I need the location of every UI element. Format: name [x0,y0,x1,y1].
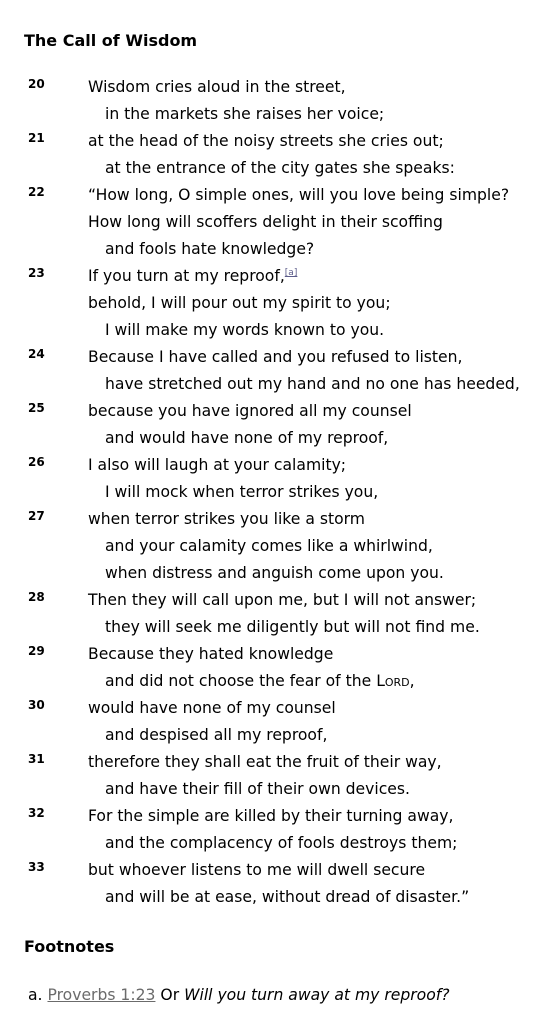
verse-line-text: would have none of my counsel [88,699,336,717]
verse-number: 25 [28,401,45,415]
verse-line [0,641,542,668]
verse-line-text: Because they hated knowledge [88,645,334,663]
verse-line [0,155,542,182]
verse-line-text: How long will scoffers delight in their scoffing [88,213,443,231]
verse-line-text: and your calamity comes like a whirlwind, [105,537,433,555]
verse-number: 33 [28,860,45,874]
verse-number: 26 [28,455,45,469]
verse-line-text: and did not choose the fear of the [105,672,377,690]
verse-line [0,209,542,236]
verse-line [0,749,542,776]
verse-line [0,722,542,749]
verse-number: 22 [28,185,45,199]
verse-line-text: and fools hate knowledge? [105,240,315,258]
verse-line [0,452,542,479]
verse-line-text: Then they will call upon me, but I will not answer; [88,591,477,609]
verse-number: 24 [28,347,45,361]
verse-line-text: when terror strikes you like a storm [88,510,365,528]
verse-line [0,371,542,398]
verse-21 [0,128,542,182]
verse-line [0,506,542,533]
verse-number: 32 [28,806,45,820]
verse-line [0,668,542,695]
verse-line [0,884,542,911]
verse-line [0,344,542,371]
verse-line-text: when distress and anguish come upon you. [105,564,444,582]
verse-line-text: If you turn at my reproof, [88,267,285,285]
verse-line-text: and have their fill of their own devices. [105,780,410,798]
verse-number: 30 [28,698,45,712]
verse-line [0,857,542,884]
verse-line-text: I also will laugh at your calamity; [88,456,347,474]
verse-line-text: at the head of the noisy streets she cries out; [88,132,444,150]
verse-line-text: Because I have called and you refused to listen, [88,348,463,366]
section-heading: The Call of Wisdom [24,31,198,50]
verse-list [0,74,542,911]
footnote-marker: a. [28,986,43,1004]
verse-line [0,425,542,452]
verse-line [0,290,542,317]
verse-line-text: Wisdom cries aloud in the street, [88,78,346,96]
verse-line [0,74,542,101]
divine-name: Lord [376,672,410,690]
verse-32 [0,803,542,857]
verse-number: 23 [28,266,45,280]
verse-line [0,695,542,722]
verse-line-text: behold, I will pour out my spirit to you; [88,294,391,312]
verse-number: 31 [28,752,45,766]
verse-line-text: but whoever listens to me will dwell secure [88,861,426,879]
verse-26 [0,452,542,506]
verse-line [0,263,542,290]
verse-line-text: “How long, O simple ones, will you love being simple? [88,186,510,204]
verse-31 [0,749,542,803]
verse-24 [0,344,542,398]
verse-33 [0,857,542,911]
verse-line-text: therefore they shall eat the fruit of their way, [88,753,442,771]
verse-line [0,398,542,425]
verse-line [0,101,542,128]
verse-line-text: I will make my words known to you. [105,321,385,339]
verse-line [0,776,542,803]
verse-number: 28 [28,590,45,604]
verse-line [0,560,542,587]
verse-line [0,533,542,560]
footnote-ref-link[interactable]: [a] [284,267,298,278]
verse-line [0,182,542,209]
footnote-item [28,983,450,1007]
verse-28 [0,587,542,641]
footnote-alternate-reading: Will you turn away at my reproof? [184,986,450,1004]
verse-number: 29 [28,644,45,658]
verse-line [0,479,542,506]
verse-line [0,830,542,857]
verse-29 [0,641,542,695]
footnote-text: Or [160,986,180,1004]
verse-line [0,803,542,830]
verse-line-text: I will mock when terror strikes you, [105,483,379,501]
verse-line-text: and the complacency of fools destroys them; [105,834,458,852]
verse-line-text: in the markets she raises her voice; [105,105,385,123]
verse-line [0,128,542,155]
verse-line [0,587,542,614]
verse-line-text: have stretched out my hand and no one has heeded, [105,375,520,393]
verse-27 [0,506,542,587]
footnotes-heading: Footnotes [24,937,115,956]
verse-30 [0,695,542,749]
verse-line [0,614,542,641]
verse-line-text: For the simple are killed by their turning away, [88,807,454,825]
verse-line [0,317,542,344]
verse-23 [0,263,542,344]
footnote-reference-link[interactable]: Proverbs 1:23 [47,986,156,1004]
verse-22 [0,182,542,263]
verse-line-text: and despised all my reproof, [105,726,328,744]
verse-line-text: because you have ignored all my counsel [88,402,412,420]
verse-25 [0,398,542,452]
verse-20 [0,74,542,128]
verse-number: 20 [28,77,45,91]
verse-number: 21 [28,131,45,145]
verse-number: 27 [28,509,45,523]
verse-line-text: and would have none of my reproof, [105,429,389,447]
verse-line-text: and will be at ease, without dread of disaster.” [105,888,470,906]
verse-line [0,236,542,263]
verse-line-text: at the entrance of the city gates she speaks: [105,159,455,177]
verse-line-punctuation: , [409,672,415,690]
verse-line-text: they will seek me diligently but will not find me. [105,618,480,636]
